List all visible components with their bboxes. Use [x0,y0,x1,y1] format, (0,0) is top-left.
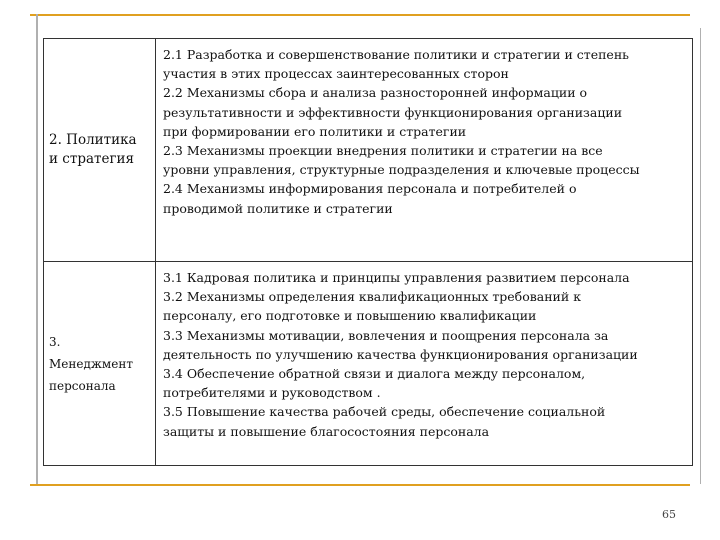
row-heading-cell [44,39,156,261]
content-line: 2.3 Механизмы проекции внедрения политики и стратегии на все [163,143,603,159]
content-line: защиты и повышение благосостояния персонала [163,423,490,439]
row-content-cell [156,262,692,466]
row-content-cell [156,39,692,261]
row-heading-line: и стратегия [49,151,135,167]
content-line: проводимой политике и стратегии [163,200,393,216]
content-line: 2.1 Разработка и совершенствование политики и стратегии и степень [163,47,629,62]
content-line: 2.4 Механизмы информирования персонала и потребителей о [163,181,577,197]
content-line: 2.2 Механизмы сбора и анализа разносторонней информации о [163,85,588,101]
content-line: деятельность по улучшению качества функционирования организации [163,346,638,362]
content-line: 3.3 Механизмы мотивации, вовлечения и поощрения персонала за [163,327,609,343]
row-heading-line: 2. Политика [49,132,137,148]
bottom-accent-rule [30,484,690,486]
row-heading-line: персонала [49,379,116,393]
content-line: 3.5 Повышение качества рабочей среды, обеспечение социальной [163,404,606,420]
row-heading [44,131,137,169]
row-heading-line: 3. [49,335,61,349]
row-heading-line: Менеджмент [49,357,133,371]
content-line: 3.2 Механизмы определения квалификационных требований к [163,289,582,305]
content-line: персоналу, его подготовке и повышению квалификации [163,308,537,324]
page-number: 65 [662,508,676,521]
slide-frame-left [36,14,38,484]
row-heading-cell [44,262,156,466]
slide-frame-right [700,28,701,484]
content-line: потребителями и руководством . [163,385,381,401]
content-line: 3.4 Обеспечение обратной связи и диалога между персоналом, [163,366,586,382]
row-heading [44,331,133,397]
content-line: участия в этих процессах заинтересованных сторон [163,66,509,82]
table-row [44,39,692,262]
content-line: 3.1 Кадровая политика и принципы управления развитием персонала [163,270,630,285]
criteria-table [43,38,693,466]
content-line: при формировании его политики и стратегии [163,123,467,139]
content-line: уровни управления, структурные подразделения и ключевые процессы [163,162,640,178]
top-accent-rule [30,14,690,16]
table-row [44,262,692,466]
content-line: результативности и эффективности функционирования организации [163,104,623,120]
